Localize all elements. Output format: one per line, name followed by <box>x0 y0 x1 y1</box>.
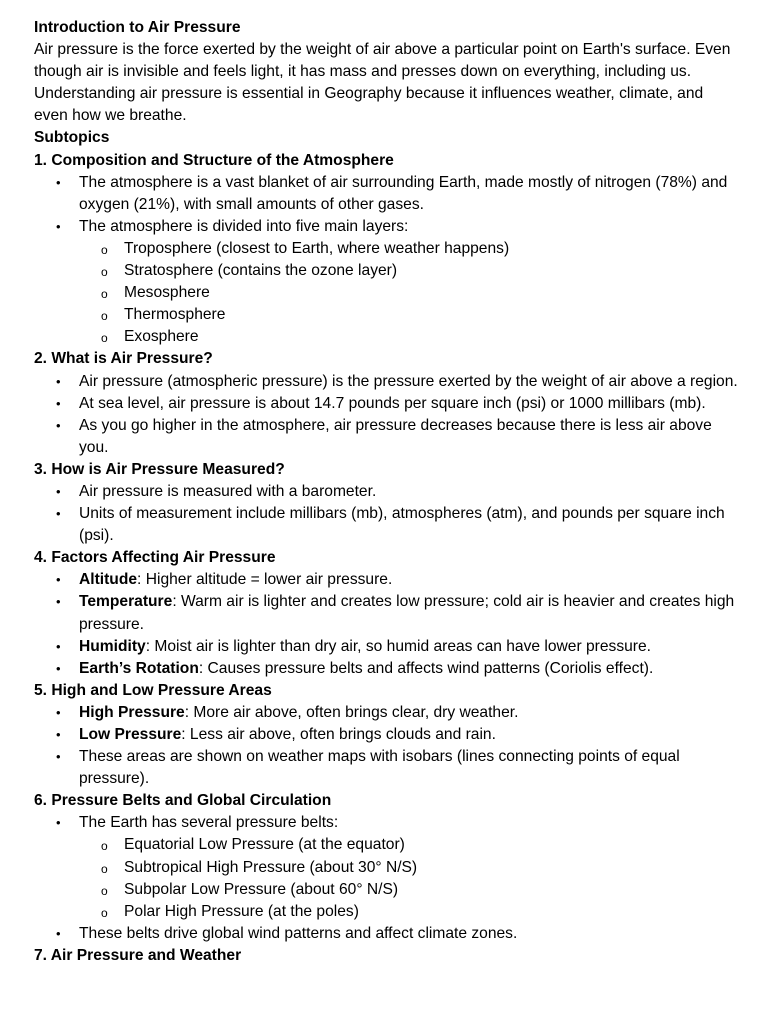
bullet-text: : More air above, often brings clear, dry weather. <box>184 703 519 721</box>
bullet-text: : Higher altitude = lower air pressure. <box>137 571 393 589</box>
sub-bullet-item: o Exosphere <box>79 326 738 348</box>
sub-bullet-list <box>79 834 738 922</box>
bullet-term: High Pressure <box>79 703 185 721</box>
sub-bullet-item: o Subtropical High Pressure (about 30° N/S) <box>79 857 738 879</box>
intro-paragraph: Air pressure is the force exerted by the weight of air above a particular point on Earth's surface. Even though air is invisible and feels light, it has mass and presses down on everything, including us. Understanding air pressure is essential in Geography because it influences weather, climate, and even how we breathe. <box>34 41 731 125</box>
subtopics-label: Subtopics <box>34 129 110 147</box>
sub-bullet-item: o Stratosphere (contains the ozone layer) <box>79 260 738 282</box>
bullet-list <box>34 481 738 547</box>
bullet-item <box>34 569 738 591</box>
bullet-item: • Units of measurement include millibars (mb), atmospheres (atm), and pounds per square inch (psi). <box>34 503 738 547</box>
sub-bullet-item: o Mesosphere <box>79 282 738 304</box>
bullet-list <box>34 812 738 945</box>
bullet-item <box>34 658 738 680</box>
bullet-text: : Less air above, often brings clouds and rain. <box>181 726 496 743</box>
bullet-item: • These belts drive global wind patterns and affect climate zones. <box>34 923 738 945</box>
bullet-item <box>34 591 738 635</box>
bullet-term: Altitude <box>79 571 138 589</box>
bullet-text: The atmosphere is divided into five main layers: <box>79 217 409 235</box>
bullet-text: : Causes pressure belts and affects wind patterns (Coriolis effect). <box>198 659 654 677</box>
bullet-item <box>34 812 738 922</box>
bullet-item: • Air pressure (atmospheric pressure) is the pressure exerted by the weight of air above a region. <box>34 371 738 393</box>
section-heading: 4. Factors Affecting Air Pressure <box>34 549 276 567</box>
bullet-list <box>34 172 738 349</box>
section-heading: 2. What is Air Pressure? <box>34 350 213 368</box>
bullet-term: Earth’s Rotation <box>79 659 199 677</box>
bullet-text: : Moist air is lighter than dry air, so humid areas can have lower pressure. <box>145 637 652 655</box>
document-title: Introduction to Air Pressure <box>34 19 241 36</box>
bullet-term: Humidity <box>79 637 146 655</box>
bullet-term: Low Pressure <box>79 726 182 743</box>
section-heading: 1. Composition and Structure of the Atmosphere <box>34 151 394 169</box>
bullet-list <box>34 702 738 790</box>
bullet-text: The Earth has several pressure belts: <box>79 814 339 832</box>
sub-bullet-item: o Thermosphere <box>79 304 738 326</box>
sub-bullet-item: o Equatorial Low Pressure (at the equator) <box>79 834 738 856</box>
bullet-list <box>34 371 738 459</box>
bullet-text: : Warm air is lighter and creates low pressure; cold air is heavier and creates high pressure. <box>79 593 735 633</box>
section-heading: 7. Air Pressure and Weather <box>34 946 242 964</box>
sub-bullet-item: o Troposphere (closest to Earth, where weather happens) <box>79 238 738 260</box>
bullet-item <box>34 636 738 658</box>
sub-bullet-item: o Subpolar Low Pressure (about 60° N/S) <box>79 879 738 901</box>
bullet-list <box>34 569 738 679</box>
bullet-item: • As you go higher in the atmosphere, air pressure decreases because there is less air above you. <box>34 415 738 459</box>
sub-bullet-list <box>79 238 738 348</box>
bullet-term: Temperature <box>79 593 173 611</box>
bullet-item <box>34 216 738 349</box>
bullet-item: • At sea level, air pressure is about 14.7 pounds per square inch (psi) or 1000 millibars (mb). <box>34 393 738 415</box>
bullet-item <box>34 702 738 724</box>
sub-bullet-item: o Polar High Pressure (at the poles) <box>79 901 738 923</box>
bullet-item: • These areas are shown on weather maps with isobars (lines connecting points of equal pressure). <box>34 746 738 790</box>
bullet-item: • Air pressure is measured with a barometer. <box>34 481 738 503</box>
bullet-item <box>34 724 738 746</box>
section-heading: 3. How is Air Pressure Measured? <box>34 460 285 478</box>
section-heading: 6. Pressure Belts and Global Circulation <box>34 792 332 810</box>
bullet-item: • The atmosphere is a vast blanket of air surrounding Earth, made mostly of nitrogen (78%) and oxygen (21%), with small amounts of other gases. <box>34 172 738 216</box>
section-heading: 5. High and Low Pressure Areas <box>34 681 272 699</box>
